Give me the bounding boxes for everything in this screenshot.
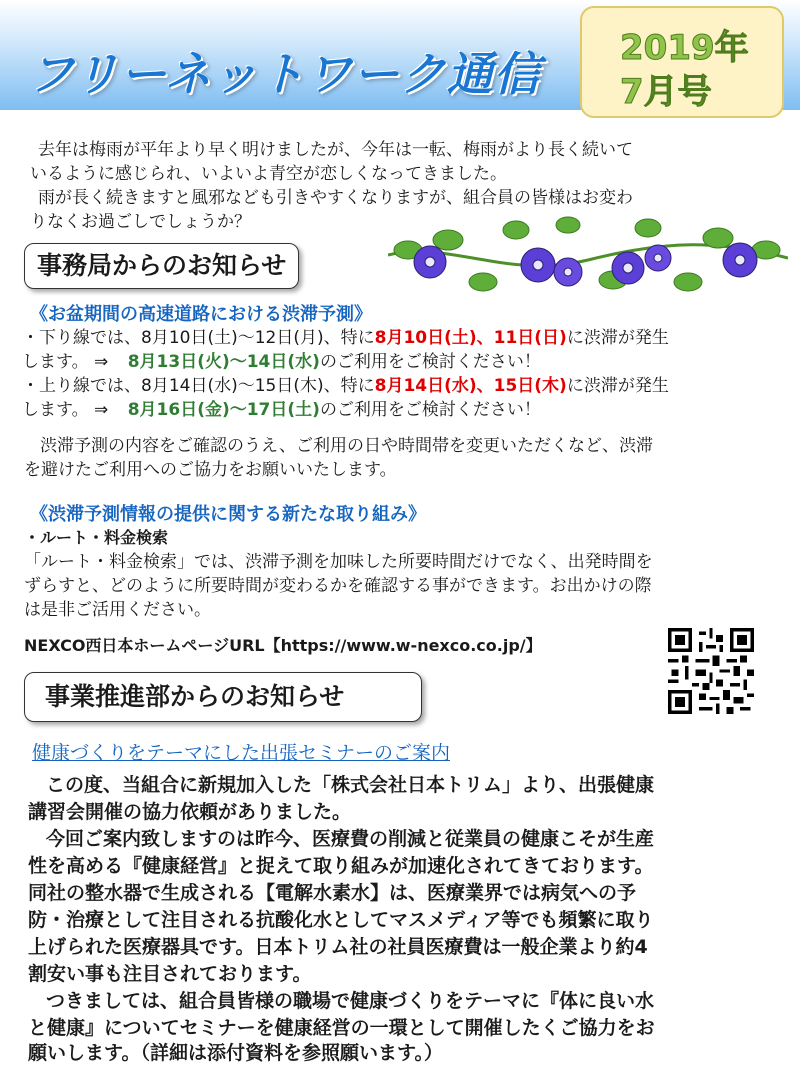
up-line2-suffix: のご利用をご検討ください！ — [319, 400, 541, 420]
seminar-line: と健康』についてセミナーを健康経営の一環として開催したくご協力をお — [28, 1017, 655, 1039]
route-search-line: は是非ご活用ください。 — [24, 600, 211, 620]
traffic-note-line: を避けたご利用へのご協力をお願いいたします。 — [24, 460, 397, 480]
seminar-line: 性を高める『健康経営』と捉えて取り組みが加速化されてきております。 — [28, 855, 654, 877]
route-search-label: ・ルート・料金検索 — [24, 528, 169, 547]
intro-line: いるように感じられ、いよいよ青空が恋しくなってきました。 — [30, 164, 508, 184]
intro-line: りなくお過ごしでしょうか？ — [30, 212, 251, 232]
up-highlight: 8月14日(水)、15日(木) — [374, 376, 567, 396]
newsletter-title: フリーネットワーク通信 — [28, 47, 541, 101]
seminar-line: この度、当組合に新規加入した「株式会社日本トリム」より、出張健康 — [46, 774, 655, 796]
seminar-line: 割安い事も注目されております。 — [28, 963, 312, 985]
up-recommend: 8月16日(金)～17日(土) — [127, 400, 320, 420]
seminar-link-heading[interactable]: 健康づくりをテーマにした出張セミナーのご案内 — [32, 742, 451, 764]
up-line2-prefix: します。 ⇒ — [22, 400, 114, 420]
nexco-url[interactable]: NEXCO西日本ホームページURL【https://www.w-nexco.co.jp/】 — [24, 636, 542, 655]
seminar-line: つきましては、組合員皆様の職場で健康づくりをテーマに『体に良い水 — [46, 990, 655, 1012]
issue-year: 2019年 — [620, 28, 749, 68]
intro-line: 雨が長く続きますと風邪なども引きやすくなりますが、組合員の皆様はお変わ — [38, 188, 633, 208]
topic-heading-traffic: 《お盆期間の高速道路における渋滞予測》 — [30, 304, 372, 325]
up-suffix: に渋滞が発生 — [566, 376, 669, 396]
traffic-note-line: 渋滞予測の内容をご確認のうえ、ご利用の日や時間帯を変更いただくなど、渋滞 — [40, 436, 654, 456]
seminar-line: 防・治療として注目される抗酸化水としてマスメディア等でも頻繁に取り — [28, 909, 654, 931]
down-line2-suffix: のご利用をご検討ください！ — [319, 352, 541, 372]
up-prefix: ・上り線では、8月14日(水)～15日(木)、特に — [22, 376, 375, 396]
qr-code-icon[interactable] — [668, 628, 754, 714]
down-recommend: 8月13日(火)～14日(水) — [127, 352, 320, 372]
intro-line: 去年は梅雨が平年より早く明けましたが、今年は一転、梅雨がより長く続いて — [38, 140, 633, 160]
seminar-line: 上げられた医療器具です。日本トリム社の社員医療費は一般企業より約4 — [28, 936, 648, 958]
topic-heading-new-initiative: 《渋滞予測情報の提供に関する新たな取り組み》 — [30, 504, 426, 525]
seminar-line: 講習会開催の協力依頼がありました。 — [28, 801, 352, 823]
morning-glory-decoration — [388, 210, 788, 305]
down-prefix: ・下り線では、8月10日(土)～12日(月)、特に — [22, 328, 375, 348]
seminar-line: 願いします。（詳細は添付資料を参照願います。） — [28, 1042, 443, 1064]
seminar-line: 同社の整水器で生成される【電解水素水】は、医療業界では病気への予 — [28, 882, 637, 904]
up-line — [22, 374, 669, 398]
issue-month: 7月号 — [620, 72, 712, 112]
up-line2 — [22, 398, 541, 422]
issue-badge — [580, 6, 784, 118]
down-highlight: 8月10日(土)、11日(日) — [374, 328, 567, 348]
section-heading-business: 事業推進部からのお知らせ — [24, 672, 422, 722]
route-search-line: ずらすと、どのように所要時間が変わるかを確認する事ができます。お出かけの際 — [24, 576, 652, 596]
down-line2-prefix: します。 ⇒ — [22, 352, 114, 372]
down-line2 — [22, 350, 541, 374]
seminar-line: 今回ご案内致しますのは昨今、医療費の削減と従業員の健康こそが生産 — [46, 828, 655, 850]
down-line — [22, 326, 669, 350]
route-search-line: 「ルート・料金検索」では、渋滞予測を加味した所要時間だけでなく、出発時間を — [24, 552, 653, 572]
section-heading-office: 事務局からのお知らせ — [24, 243, 299, 289]
down-suffix: に渋滞が発生 — [566, 328, 669, 348]
